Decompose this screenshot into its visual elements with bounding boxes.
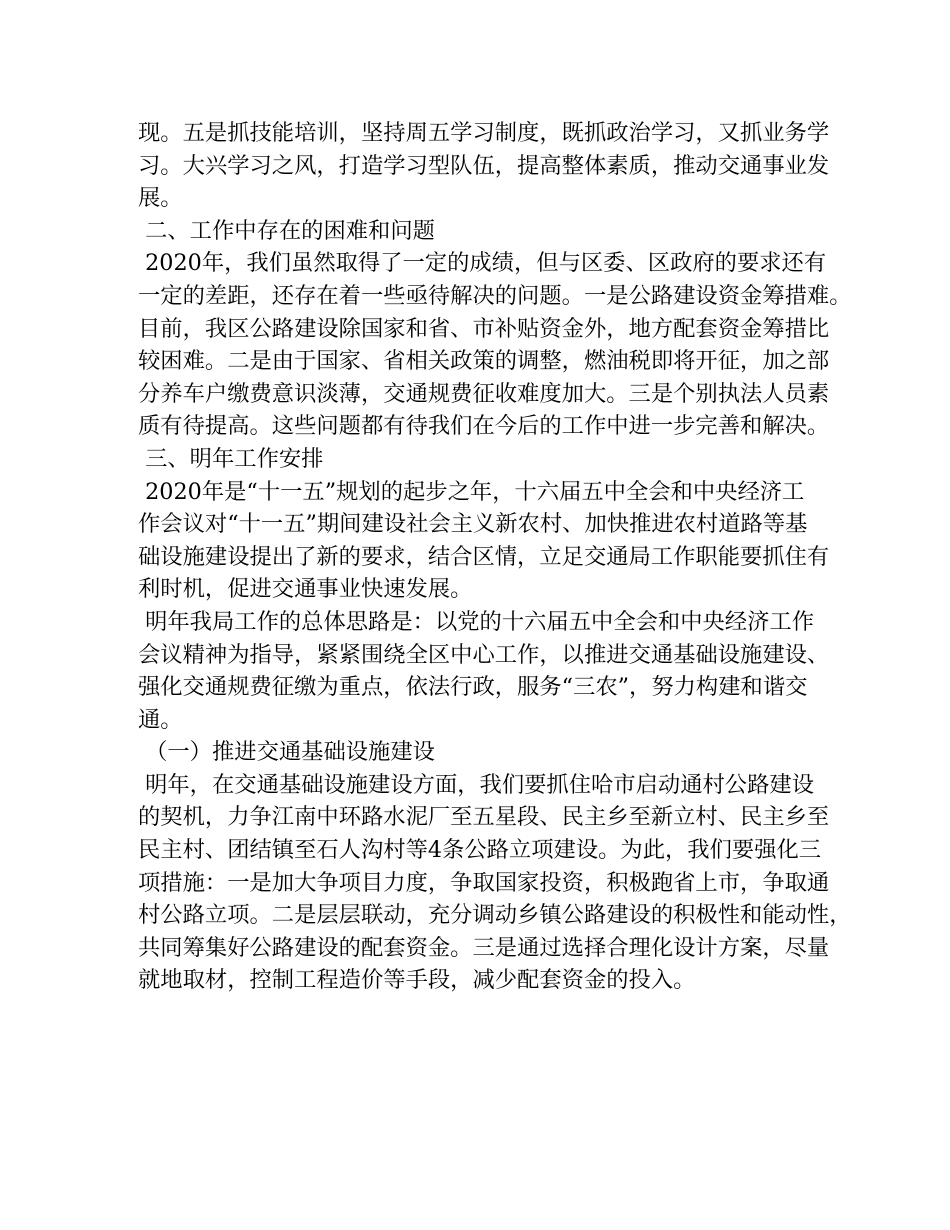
text-line: 础设施建设提出了新的要求，结合区情，立足交通局工作职能要抓住有 xyxy=(138,543,830,570)
text-line: 二、工作中存在的困难和问题 xyxy=(138,217,435,244)
text-line: 现。五是抓技能培训，坚持周五学习制度，既抓政治学习，又抓业务学 xyxy=(138,120,830,146)
text-line: 就地取材，控制工程造价等手段，减少配套资金的投入。 xyxy=(138,967,696,994)
text-line: 明年我局工作的总体思路是：以党的十六届五中全会和中央经济工作 xyxy=(138,608,814,635)
text-line: 共同筹集好公路建设的配套资金。三是通过选择合理化设计方案，尽量 xyxy=(138,934,830,961)
text-line: 习。大兴学习之风，打造学习型队伍，提高整体素质，推动交通事业发 xyxy=(138,152,830,179)
text-line: 一定的差距，还存在着一些亟待解决的问题。一是公路建设资金筹措难。 xyxy=(138,282,852,309)
text-line: 2020年是“十一五”规划的起步之年，十六届五中全会和中央经济工 xyxy=(138,478,805,505)
text-line: 较困难。二是由于国家、省相关政策的调整，燃油税即将开征，加之部 xyxy=(138,348,830,375)
text-line: 质有待提高。这些问题都有待我们在今后的工作中进一步完善和解决。 xyxy=(138,413,830,440)
text-line: 会议精神为指导，紧紧围绕全区中心工作，以推进交通基础设施建设、 xyxy=(138,641,830,668)
text-line: 明年，在交通基础设施建设方面，我们要抓住哈市启动通村公路建设 xyxy=(138,771,814,798)
text-line: 通。 xyxy=(138,706,183,733)
text-line: 项措施：一是加大争项目力度，争取国家投资，积极跑省上市，争取通 xyxy=(138,869,830,896)
text-line: 展。 xyxy=(138,185,183,212)
text-line: 分养车户缴费意识淡薄，交通规费征收难度加大。三是个别执法人员素 xyxy=(138,380,830,407)
document-page xyxy=(138,117,852,997)
text-line: 2020年，我们虽然取得了一定的成绩，但与区委、区政府的要求还有 xyxy=(138,250,827,277)
text-line: （一）推进交通基础设施建设 xyxy=(138,739,435,766)
text-line: 的契机，力争江南中环路水泥厂至五星段、民主乡至新立村、民主乡至 xyxy=(138,804,830,831)
text-line: 强化交通规费征缴为重点，依法行政，服务“三农”，努力构建和谐交 xyxy=(138,674,808,701)
text-line: 民主村、团结镇至石人沟村等4条公路立项建设。为此，我们要强化三 xyxy=(138,837,822,864)
text-line: 目前，我区公路建设除国家和省、市补贴资金外，地方配套资金筹措比 xyxy=(138,315,830,342)
text-line: 三、明年工作安排 xyxy=(138,445,324,472)
text-line: 作会议对“十一五”期间建设社会主义新农村、加快推进农村道路等基 xyxy=(138,511,808,538)
text-line: 村公路立项。二是层层联动，充分调动乡镇公路建设的积极性和能动性， xyxy=(138,902,852,929)
text-line: 利时机，促进交通事业快速发展。 xyxy=(138,576,473,603)
